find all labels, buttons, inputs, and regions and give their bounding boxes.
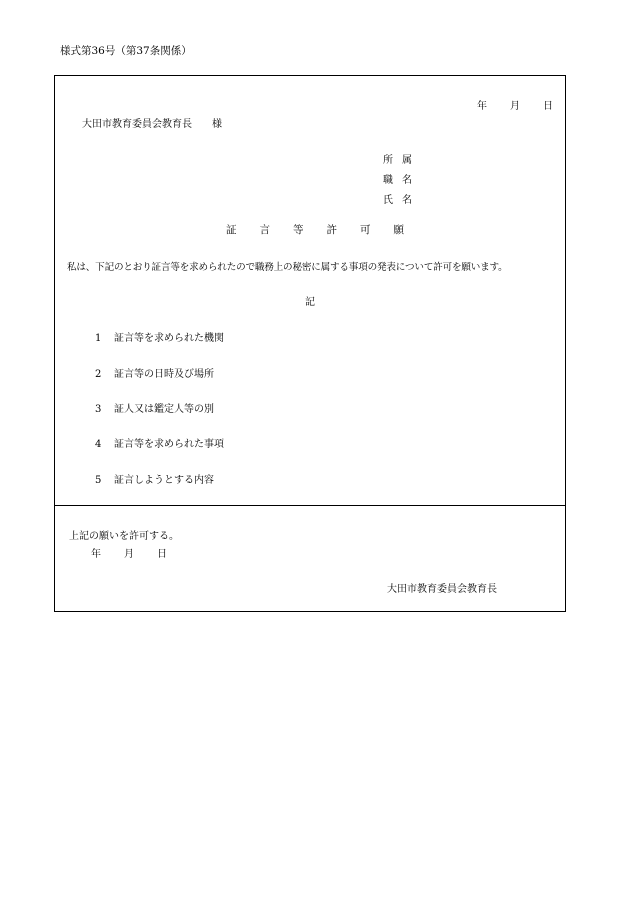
application-form-box (54, 75, 566, 612)
ki-label: 記 (305, 297, 315, 308)
application-date (477, 97, 553, 112)
field-position: 職 名 (383, 175, 412, 186)
applicant-fields (383, 151, 412, 206)
day-label: 日 (157, 549, 167, 560)
list-item: 2 証言等の日時及び場所 (95, 369, 214, 380)
approval-text: 上記の願いを許可する。 (69, 531, 179, 542)
field-name: 氏 名 (383, 195, 412, 206)
day-label: 日 (543, 101, 553, 112)
request-body-text: 私は、下記のとおり証言等を求められたので職務上の秘密に属する事項の発表について許可を願います。 (67, 262, 508, 273)
addressee: 大田市教育委員会教育長 様 (82, 119, 222, 130)
list-item: 5 証言しようとする内容 (95, 475, 214, 486)
section-divider (55, 505, 565, 506)
form-title: 証 言 等 許 可 願 (226, 224, 404, 236)
approver: 大田市教育委員会教育長 (387, 584, 497, 595)
year-label: 年 (91, 549, 101, 560)
year-label: 年 (477, 101, 487, 112)
month-label: 月 (510, 101, 520, 112)
form-number: 様式第36号（第37条関係） (60, 45, 192, 57)
approval-date (91, 545, 167, 560)
month-label: 月 (124, 549, 134, 560)
list-item: 1 証言等を求められた機関 (95, 333, 224, 344)
field-affiliation: 所 属 (383, 155, 412, 166)
list-item: 4 証言等を求められた事項 (95, 439, 224, 450)
list-item: 3 証人又は鑑定人等の別 (95, 404, 214, 415)
